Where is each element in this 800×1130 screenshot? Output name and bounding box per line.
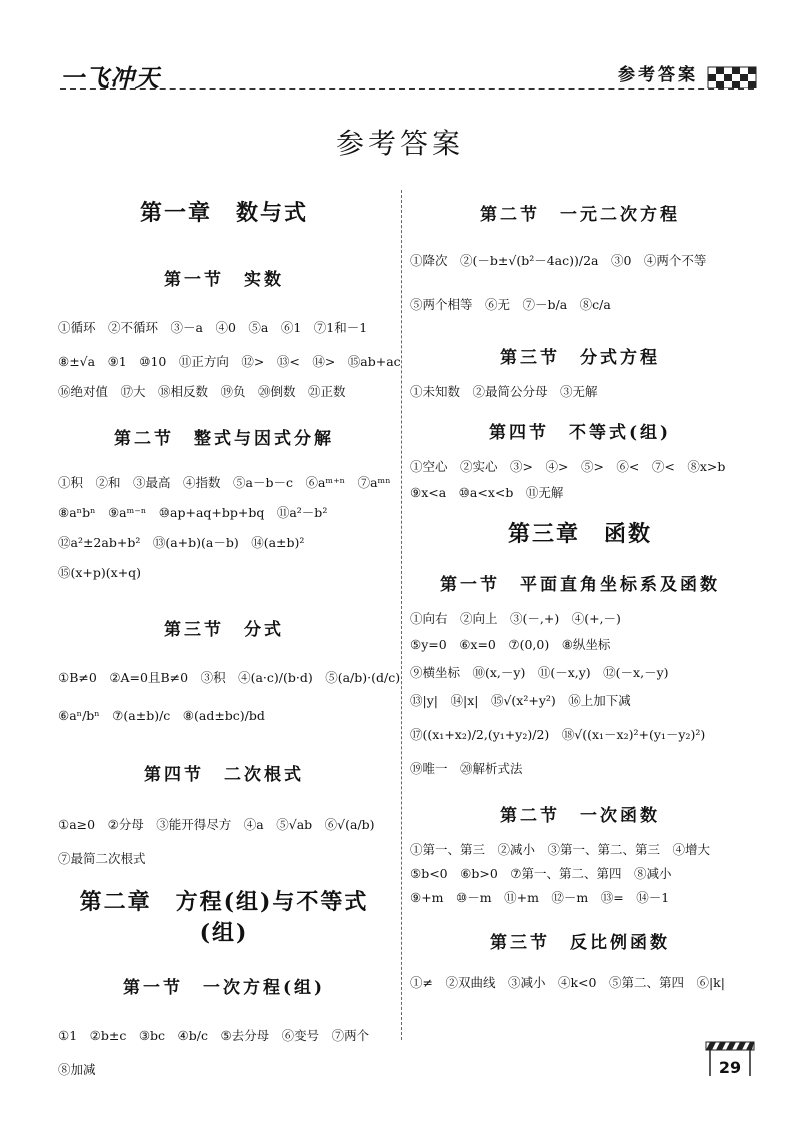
section-heading: 第三节 反比例函数	[490, 933, 670, 953]
answer-line: ①第一、第三 ②减小 ③第一、第二、第三 ④增大	[410, 842, 711, 857]
chapter-heading: 第一章 数与式	[139, 200, 308, 226]
answer-line: ⑲唯一 ⑳解析式法	[410, 761, 523, 776]
answer-line: ①空心 ②实心 ③> ④> ⑤> ⑥< ⑦< ⑧x>b	[410, 459, 726, 474]
answer-line: ①1 ②b±c ③bc ④b/c ⑤去分母 ⑥变号 ⑦两个	[58, 1028, 370, 1043]
answer-line: ①循环 ②不循环 ③－a ④0 ⑤a ⑥1 ⑦1和－1	[58, 320, 368, 335]
answer-line: ①未知数 ②最简公分母 ③无解	[410, 384, 598, 399]
section-heading: 第一节 平面直角坐标系及函数	[440, 575, 720, 595]
answer-line: ⑨+m ⑩－m ⑪+m ⑫－m ⑬= ⑭－1	[410, 890, 670, 905]
answer-line: ⑬|y| ⑭|x| ⑮√(x²+y²) ⑯上加下减	[410, 693, 631, 708]
header-title: 参考答案	[618, 65, 698, 85]
section-heading: 第二节 一元二次方程	[480, 205, 680, 225]
answer-line: ⑤y=0 ⑥x=0 ⑦(0,0) ⑧纵坐标	[410, 637, 611, 652]
answer-line: ⑫a²±2ab+b² ⑬(a+b)(a－b) ⑭(a±b)²	[58, 535, 305, 550]
section-heading: 第一节 实数	[164, 270, 284, 290]
answer-line: ⑰((x₁+x₂)/2,(y₁+y₂)/2) ⑱√((x₁－x₂)²+(y₁－y₂)²)	[410, 727, 706, 742]
answer-line: ①向右 ②向上 ③(－,+) ④(+,－)	[410, 611, 621, 626]
answer-line: ⑯绝对值 ⑰大 ⑱相反数 ⑲负 ⑳倒数 ㉑正数	[58, 384, 346, 399]
page-title: 参考答案	[335, 127, 464, 160]
answer-line: ⑤b<0 ⑥b>0 ⑦第一、第二、第四 ⑧减小	[410, 866, 672, 881]
answer-line: ①降次 ②(－b±√(b²－4ac))/2a ③0 ④两个不等	[410, 253, 707, 268]
checkered-flag-icon	[706, 60, 758, 88]
header-divider	[60, 88, 754, 90]
section-heading: 第三节 分式方程	[500, 348, 660, 368]
answer-line: ⑦最简二次根式	[58, 851, 146, 866]
section-heading: 第四节 不等式(组)	[488, 423, 672, 443]
chapter-heading: 第三章 函数	[507, 521, 652, 547]
section-heading: 第三节 分式	[164, 620, 284, 640]
answer-line: ⑨x<a ⑩a<x<b ⑪无解	[410, 485, 564, 500]
answer-line: ①a≥0 ②分母 ③能开得尽方 ④a ⑤√ab ⑥√(a/b)	[58, 817, 375, 832]
answer-line: ⑤两个相等 ⑥无 ⑦－b/a ⑧c/a	[410, 297, 611, 312]
answer-line: ⑧aⁿbⁿ ⑨aᵐ⁻ⁿ ⑩ap+aq+bp+bq ⑪a²－b²	[58, 505, 328, 520]
answer-line: ⑧±√a ⑨1 ⑩10 ⑪正方向 ⑫> ⑬< ⑭> ⑮ab+ac	[58, 354, 401, 369]
column-divider	[401, 190, 402, 1040]
answer-line: ⑨横坐标 ⑩(x,－y) ⑪(－x,y) ⑫(－x,－y)	[410, 665, 669, 680]
brand-logo: 一飞冲天	[60, 64, 160, 92]
section-heading: 第二节 整式与因式分解	[114, 429, 334, 449]
chapter-heading: 第二章 方程(组)与不等式(组)	[79, 889, 369, 946]
answer-line: ①积 ②和 ③最高 ④指数 ⑤a－b－c ⑥aᵐ⁺ⁿ ⑦aᵐⁿ	[58, 475, 391, 490]
section-heading: 第四节 二次根式	[144, 765, 304, 785]
answer-line: ①≠ ②双曲线 ③减小 ④k<0 ⑤第二、第四 ⑥|k|	[410, 975, 725, 990]
answer-line: ⑧加减	[58, 1062, 96, 1077]
page-number-badge	[704, 1040, 756, 1078]
answer-line: ⑥aⁿ/bⁿ ⑦(a±b)/c ⑧(ad±bc)/bd	[58, 708, 265, 723]
left-column	[58, 196, 401, 1080]
page-number: 29	[718, 1058, 742, 1077]
section-heading: 第二节 一次函数	[500, 806, 660, 826]
answer-line: ①B≠0 ②A=0且B≠0 ③积 ④(a·c)/(b·d) ⑤(a/b)·(d/c)	[58, 670, 401, 685]
section-heading: 第一节 一次方程(组)	[122, 978, 326, 998]
answer-line: ⑮(x+p)(x+q)	[58, 565, 142, 580]
right-column	[410, 196, 750, 993]
